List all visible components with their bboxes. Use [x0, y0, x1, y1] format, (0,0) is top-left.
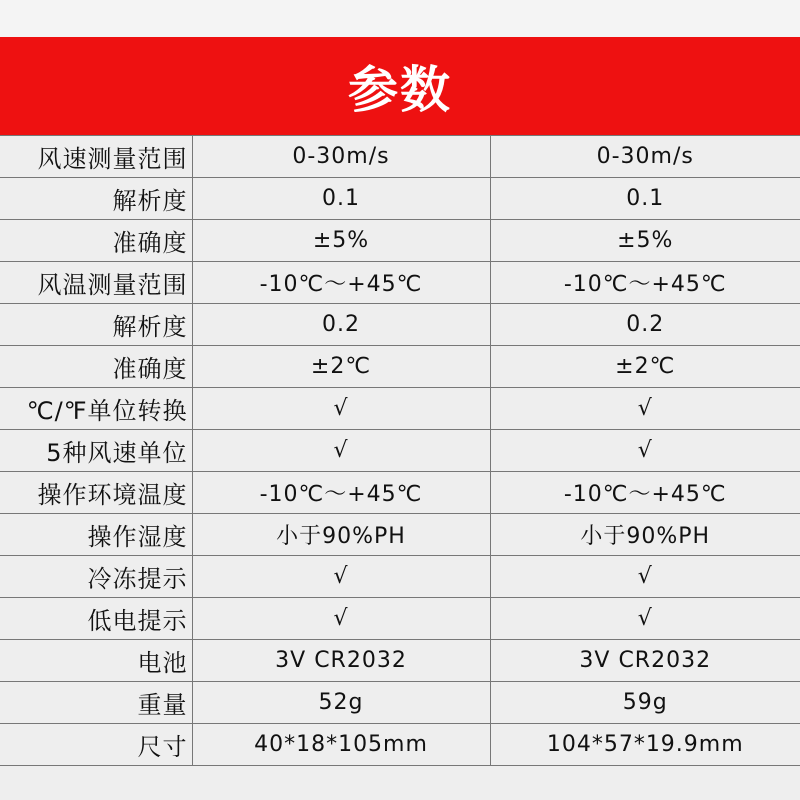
table-row — [0, 220, 800, 262]
table-row — [0, 472, 800, 514]
row-label: 风速测量范围 — [0, 136, 192, 178]
table-row — [0, 724, 800, 766]
model-a-value: 3V CR2032 — [192, 640, 490, 682]
row-label: 准确度 — [0, 220, 192, 262]
model-b-value: 0-30m/s — [490, 136, 800, 178]
model-a-value: √ — [192, 556, 490, 598]
spec-table — [0, 135, 800, 766]
model-a-value: 40*18*105mm — [192, 724, 490, 766]
model-a-value: ±2℃ — [192, 346, 490, 388]
model-b-value: 3V CR2032 — [490, 640, 800, 682]
table-row — [0, 598, 800, 640]
row-label: 操作湿度 — [0, 514, 192, 556]
model-a-value: 0.2 — [192, 304, 490, 346]
table-row — [0, 682, 800, 724]
model-a-value: 小于90%PH — [192, 514, 490, 556]
model-b-value: √ — [490, 430, 800, 472]
row-label: 尺寸 — [0, 724, 192, 766]
model-a-value: √ — [192, 388, 490, 430]
table-row — [0, 136, 800, 178]
table-row — [0, 556, 800, 598]
model-b-value: √ — [490, 598, 800, 640]
model-b-value: -10℃～+45℃ — [490, 472, 800, 514]
spec-table-body — [0, 136, 800, 766]
row-label: 重量 — [0, 682, 192, 724]
model-b-value: 小于90%PH — [490, 514, 800, 556]
model-a-value: √ — [192, 598, 490, 640]
table-row — [0, 640, 800, 682]
page-title: 参数 — [348, 61, 452, 119]
row-label: 准确度 — [0, 346, 192, 388]
model-b-value: √ — [490, 556, 800, 598]
table-row — [0, 262, 800, 304]
model-a-value: 0-30m/s — [192, 136, 490, 178]
row-label: 5种风速单位 — [0, 430, 192, 472]
table-row — [0, 346, 800, 388]
row-label: 冷冻提示 — [0, 556, 192, 598]
table-row — [0, 430, 800, 472]
model-b-value: ±5% — [490, 220, 800, 262]
row-label: 操作环境温度 — [0, 472, 192, 514]
row-label: 低电提示 — [0, 598, 192, 640]
table-row — [0, 304, 800, 346]
row-label: ℃/℉单位转换 — [0, 388, 192, 430]
model-a-value: √ — [192, 430, 490, 472]
model-b-value: ±2℃ — [490, 346, 800, 388]
top-band — [0, 0, 800, 37]
table-row — [0, 388, 800, 430]
model-b-value: 59g — [490, 682, 800, 724]
row-label: 电池 — [0, 640, 192, 682]
model-a-value: -10℃～+45℃ — [192, 262, 490, 304]
row-label: 解析度 — [0, 304, 192, 346]
model-b-value: 104*57*19.9mm — [490, 724, 800, 766]
model-b-value: 0.2 — [490, 304, 800, 346]
model-a-value: 52g — [192, 682, 490, 724]
row-label: 解析度 — [0, 178, 192, 220]
model-b-value: 0.1 — [490, 178, 800, 220]
model-b-value: -10℃～+45℃ — [490, 262, 800, 304]
model-a-value: 0.1 — [192, 178, 490, 220]
model-a-value: ±5% — [192, 220, 490, 262]
table-row — [0, 514, 800, 556]
model-b-value: √ — [490, 388, 800, 430]
table-row — [0, 178, 800, 220]
model-a-value: -10℃～+45℃ — [192, 472, 490, 514]
title-bar — [0, 37, 800, 135]
row-label: 风温测量范围 — [0, 262, 192, 304]
